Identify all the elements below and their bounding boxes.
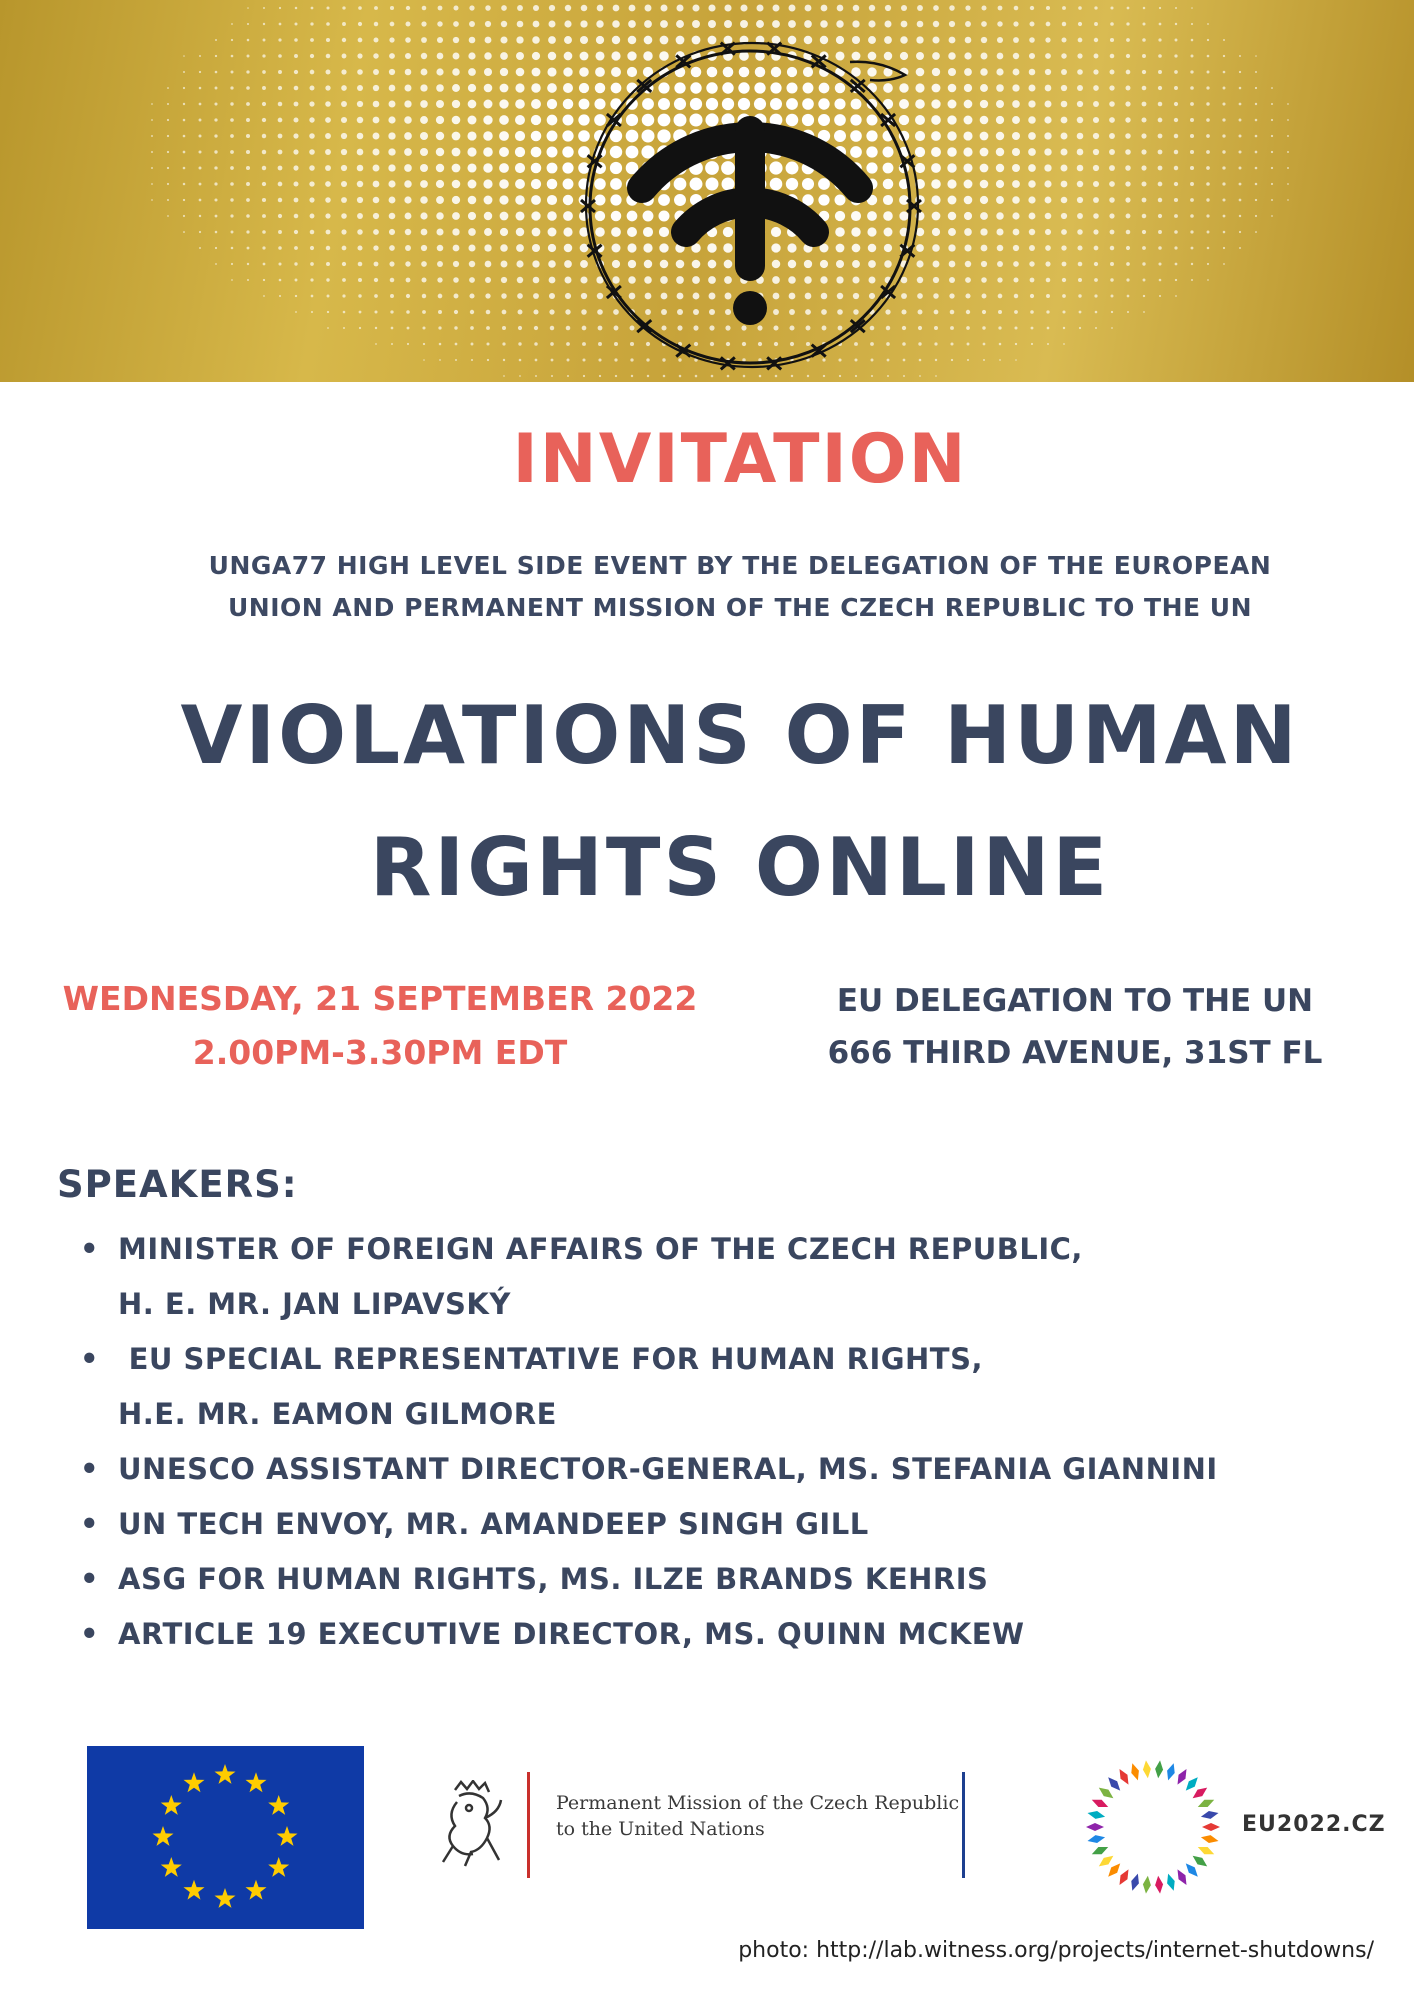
speaker-name: H. E. MR. JAN LIPAVSKÝ bbox=[118, 1287, 511, 1321]
speaker-role: EU SPECIAL REPRESENTATIVE FOR HUMAN RIGHTS, bbox=[118, 1342, 983, 1376]
list-item bbox=[80, 1222, 1380, 1332]
event-date bbox=[30, 972, 730, 1080]
czech-mission-line: to the United Nations bbox=[556, 1818, 765, 1840]
czech-mission-logo-text bbox=[556, 1790, 959, 1842]
event-subtitle-line: UNION AND PERMANENT MISSION OF THE CZECH REPUBLIC TO THE UN bbox=[227, 593, 1253, 622]
speaker-role: UNESCO ASSISTANT DIRECTOR-GENERAL, MS. STEFANIA GIANNINI bbox=[118, 1452, 1218, 1486]
event-headline bbox=[120, 670, 1360, 934]
eu2022-ring-icon bbox=[1078, 1752, 1228, 1902]
event-subtitle-line: UNGA77 HIGH LEVEL SIDE EVENT BY THE DELEGATION OF THE EUROPEAN bbox=[208, 551, 1272, 580]
list-item bbox=[80, 1442, 1380, 1497]
speakers-list bbox=[80, 1222, 1380, 1662]
speaker-role: ARTICLE 19 EXECUTIVE DIRECTOR, MS. QUINN MCKEW bbox=[118, 1617, 1025, 1651]
event-subtitle bbox=[190, 545, 1290, 629]
event-headline-line: RIGHTS ONLINE bbox=[369, 821, 1111, 914]
czech-mission-line: Permanent Mission of the Czech Republic bbox=[556, 1792, 960, 1814]
czech-lion-icon bbox=[435, 1780, 507, 1870]
venue-address: 666 THIRD AVENUE, 31ST FL bbox=[827, 1035, 1323, 1071]
speaker-role: MINISTER OF FOREIGN AFFAIRS OF THE CZECH REPUBLIC, bbox=[118, 1232, 1083, 1266]
invitation-title: INVITATION bbox=[512, 420, 968, 499]
event-venue bbox=[760, 975, 1390, 1079]
divider-red bbox=[527, 1772, 530, 1878]
list-item bbox=[80, 1607, 1380, 1662]
halftone-wifi-icon bbox=[0, 0, 1414, 382]
event-day: WEDNESDAY, 21 SEPTEMBER 2022 bbox=[62, 979, 698, 1018]
photo-credit: photo: http://lab.witness.org/projects/internet-shutdowns/ bbox=[738, 1938, 1374, 1963]
divider-blue bbox=[962, 1772, 965, 1878]
list-item bbox=[80, 1332, 1380, 1442]
speakers-heading: SPEAKERS: bbox=[57, 1163, 298, 1206]
speaker-role: UN TECH ENVOY, MR. AMANDEEP SINGH GILL bbox=[118, 1507, 869, 1541]
event-headline-line: VIOLATIONS OF HUMAN bbox=[180, 689, 1300, 782]
speaker-name: H.E. MR. EAMON GILMORE bbox=[118, 1397, 557, 1431]
speaker-role: ASG FOR HUMAN RIGHTS, MS. ILZE BRANDS KEHRIS bbox=[118, 1562, 989, 1596]
hero-banner bbox=[0, 0, 1414, 382]
eu2022-logo-text: EU2022.CZ bbox=[1242, 1812, 1386, 1837]
list-item bbox=[80, 1497, 1380, 1552]
eu-flag-icon bbox=[87, 1746, 364, 1929]
event-time: 2.00PM-3.30PM EDT bbox=[192, 1033, 568, 1072]
list-item bbox=[80, 1552, 1380, 1607]
venue-name: EU DELEGATION TO THE UN bbox=[836, 983, 1314, 1019]
